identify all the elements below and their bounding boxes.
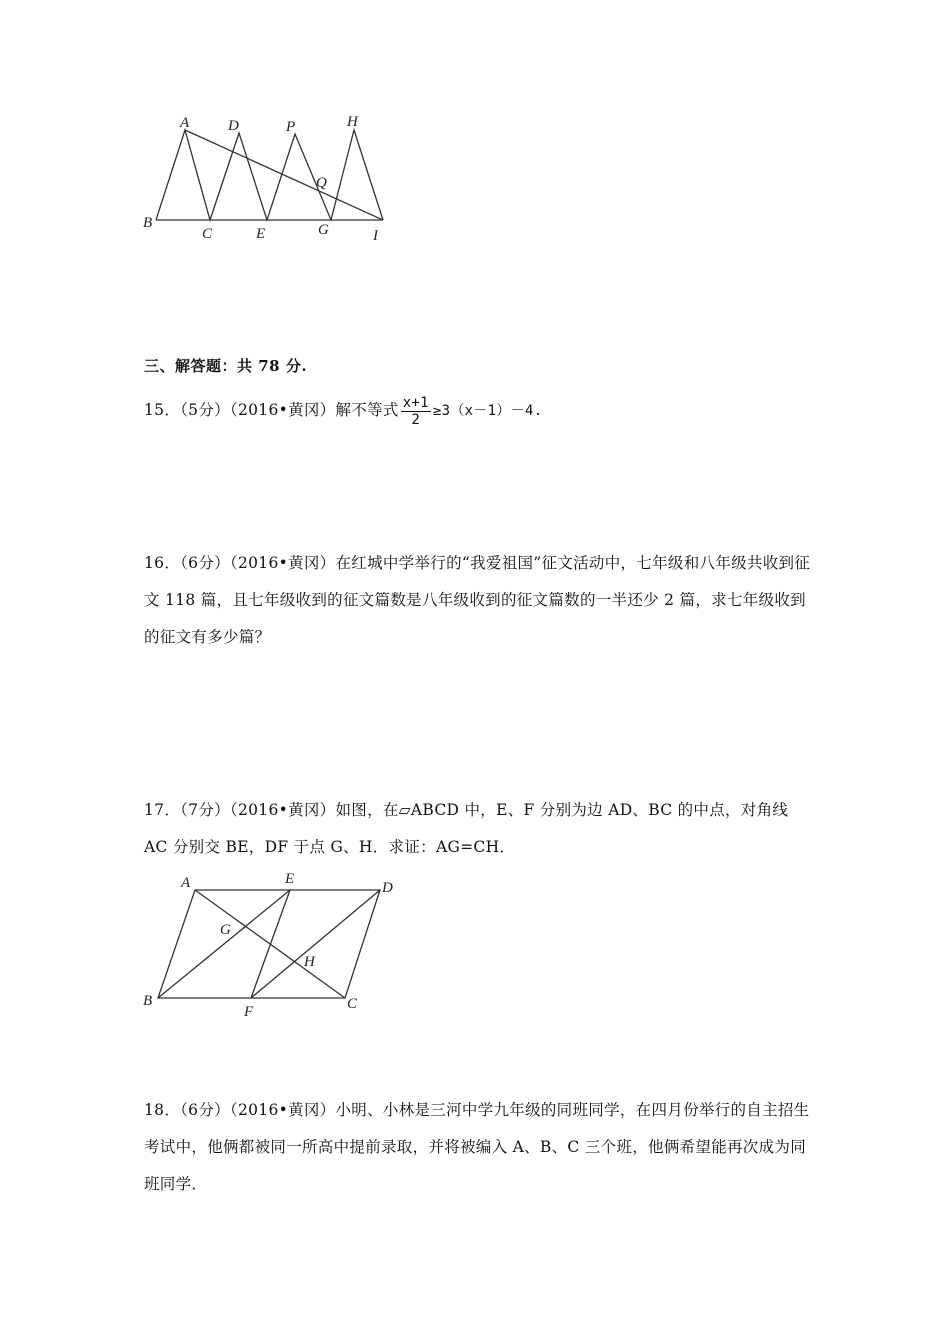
- q18-text: 18．（6分）（2016•黄冈）小明、小林是三河中学九年级的同班同学，在四月份举行的自主招生考试中，他俩都被同一所高中提前录取，并将被编入 A、B、C 三个班，他俩希望能再次成为同班同学．: [144, 1101, 810, 1193]
- question-16: [144, 545, 814, 656]
- q16-text: 16．（6分）（2016•黄冈）在红城中学举行的“我爱祖国”征文活动中，七年级和八年级共收到征文 118 篇，且七年级收到的征文篇数是八年级收到的征文篇数的一半还少 2 篇，求七年级收到的征文有多少篇？: [144, 554, 811, 646]
- label-C: C: [202, 226, 213, 242]
- parallelogram-svg: [140, 868, 400, 1023]
- label-D: D: [382, 880, 393, 896]
- parallelogram-figure: [140, 868, 400, 1023]
- label-H: H: [347, 114, 358, 130]
- label-B: B: [143, 215, 153, 231]
- q15-suffix: ≥3（x－1）－4.: [432, 403, 543, 419]
- q15-prefix: 15．（5分）（2016•黄冈）解不等式: [144, 401, 399, 419]
- label-P: P: [286, 119, 296, 135]
- question-15: [144, 392, 814, 430]
- triangle-chain-svg: [140, 110, 400, 250]
- zigzag-triangles: [156, 130, 383, 220]
- label-A: A: [180, 115, 190, 131]
- label-E: E: [256, 226, 266, 242]
- q15-fraction: [401, 395, 431, 428]
- label-G: G: [318, 222, 329, 238]
- label-I: I: [373, 228, 378, 244]
- label-F: F: [244, 1004, 254, 1020]
- q15-fraction-denominator: 2: [411, 411, 421, 428]
- label-Q: Q: [316, 175, 327, 191]
- question-17: [144, 792, 814, 866]
- label-D: D: [228, 118, 239, 134]
- section-heading: 三、解答题：共 78 分.: [144, 357, 308, 375]
- triangle-chain-figure: [140, 110, 400, 250]
- label-E: E: [285, 871, 295, 887]
- label-H: H: [304, 954, 315, 970]
- q17-text: 17．（7分）（2016•黄冈）如图，在▱ABCD 中，E、F 分别为边 AD、BC 的中点，对角线 AC 分别交 BE，DF 于点 G、H．求证：AG=CH．: [144, 801, 794, 856]
- question-18: [144, 1092, 814, 1203]
- label-B: B: [143, 993, 153, 1009]
- q15-fraction-numerator: x+1: [402, 394, 429, 411]
- label-A: A: [181, 875, 191, 891]
- label-G: G: [220, 922, 231, 938]
- label-C: C: [347, 996, 358, 1012]
